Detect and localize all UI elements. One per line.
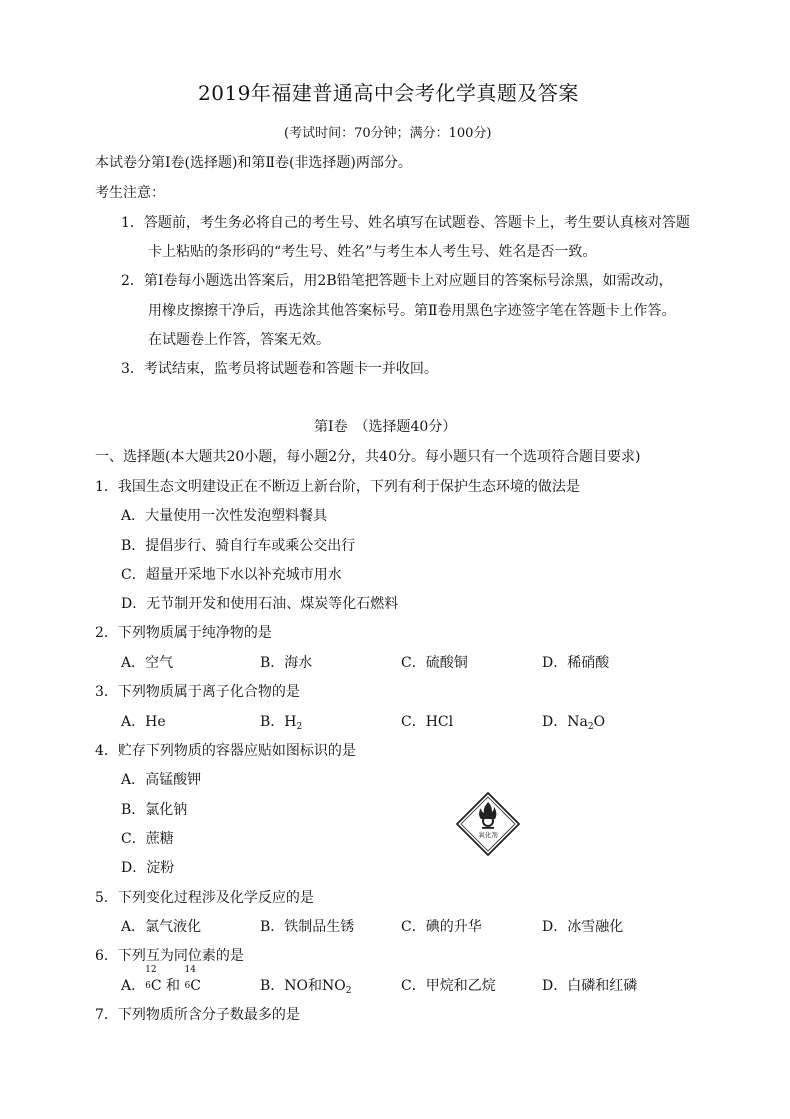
part-header: 一、选择题(本大题共20小题，每小题2分，共40分。每小题只有一个选项符合题目要求) xyxy=(95,449,641,465)
question-stem: 2．下列物质属于纯净物的是 xyxy=(95,625,272,641)
sign-label: 氧化剂 xyxy=(478,831,498,839)
note-line: 1．答题前，考生务必将自己的考生号、姓名填写在试题卷、答题卡上，考生要认真核对答题 xyxy=(121,215,690,231)
note-line: 3．考试结束，监考员将试题卷和答题卡一并收回。 xyxy=(121,361,438,377)
page-title: 2019年福建普通高中会考化学真题及答案 xyxy=(198,81,579,105)
note-line: 在试题卷上作答，答案无效。 xyxy=(148,332,330,348)
note-line: 2．第Ⅰ卷每小题选出答案后，用2B铅笔把答题卡上对应题目的答案标号涂黑，如需改动， xyxy=(121,273,673,289)
option-d: D．$Na_2O$ xyxy=(542,714,606,732)
intro-text: 本试卷分第Ⅰ卷(选择题)和第Ⅱ卷(非选择题)两部分。 xyxy=(95,155,412,171)
option-b: B．铁制品生锈 xyxy=(260,919,355,935)
option-b: B．氯化钠 xyxy=(121,802,188,818)
question-stem: 7．下列物质所含分子数最多的是 xyxy=(95,1007,300,1023)
option-a: A． 12 6C 和 14 6C xyxy=(121,965,201,994)
option-a: A．空气 xyxy=(121,655,174,671)
option-d: D．稀硝酸 xyxy=(542,655,610,671)
option-d: D．白磷和红磷 xyxy=(542,978,638,994)
notes-title: 考生注意： xyxy=(95,185,165,201)
question-stem: 5．下列变化过程涉及化学反应的是 xyxy=(95,890,314,906)
option-c: C．超量开采地下水以补充城市用水 xyxy=(121,567,342,583)
option-a: A．氯气液化 xyxy=(121,919,202,935)
option-b: B．提倡步行、骑自行车或乘公交出行 xyxy=(121,538,356,554)
option-d: D．淀粉 xyxy=(121,860,175,876)
question-stem: 3．下列物质属于离子化合物的是 xyxy=(95,684,300,700)
question-stem: 6．下列互为同位素的是 xyxy=(95,948,244,964)
question-stem: 4．贮存下列物质的容器应贴如图标识的是 xyxy=(95,743,356,759)
option-d: D．冰雪融化 xyxy=(542,919,624,935)
option-d: D．无节制开发和使用石油、煤炭等化石燃料 xyxy=(121,596,399,612)
option-b: B．海水 xyxy=(260,655,313,671)
note-line: 用橡皮擦擦干净后，再选涂其他答案标号。第Ⅱ卷用黑色字迹签字笔在答题卡上作答。 xyxy=(148,303,676,319)
note-line: 卡上粘贴的条形码的“考生号、姓名”与考生本人考生号、姓名是否一致。 xyxy=(148,244,597,260)
section-title: 第Ⅰ卷 （选择题40分） xyxy=(314,419,457,435)
option-c: C．碘的升华 xyxy=(401,919,482,935)
option-c: C．蔗糖 xyxy=(121,831,174,847)
option-a: A．大量使用一次性发泡塑料餐具 xyxy=(121,508,328,524)
option-b: B．$H_2$ xyxy=(260,714,303,732)
option-b: B．NO和$NO_2$ xyxy=(260,978,352,996)
option-c: C．HCl xyxy=(401,714,454,730)
option-a: A．高锰酸钾 xyxy=(121,772,202,788)
exam-info: (考试时间：70分钟；满分：100分) xyxy=(284,126,492,141)
option-a: A．He xyxy=(121,714,166,730)
option-c: C．甲烷和乙烷 xyxy=(401,978,496,994)
oxidizer-hazard-sign xyxy=(456,792,520,856)
question-stem: 1．我国生态文明建设正在不断迈上新台阶，下列有利于保护生态环境的做法是 xyxy=(95,479,580,495)
option-c: C．硫酸铜 xyxy=(401,655,468,671)
